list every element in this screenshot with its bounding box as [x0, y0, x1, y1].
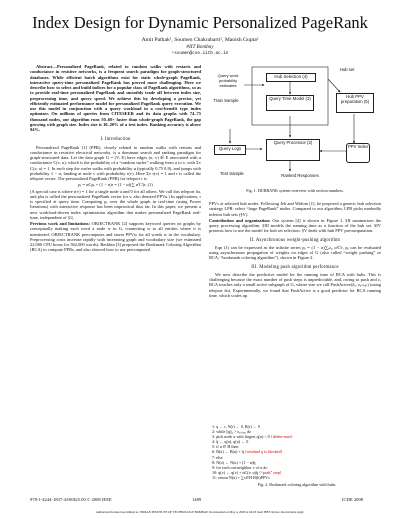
- section-3-heading: III. Modeling push algorithm performance: [251, 264, 339, 270]
- figure-1-diagram: [212, 65, 376, 185]
- author-email: ¹soumen@cse.iitb.ac.in: [171, 51, 229, 56]
- algo-line: 6: B(u) ← B(u) + ̃q {residual q is blocked}: [212, 449, 283, 455]
- algo-note: {delete-max}: [270, 434, 293, 440]
- paper-title: Index Design for Dynamic Personalized PageRank: [32, 13, 368, 32]
- figure-2-caption: Fig. 2. Bookmark coloring algorithm with hubs.: [257, 482, 337, 487]
- footer-venue: ICDE 2008: [342, 497, 364, 502]
- intro-paragraph-2: (A special case is where r(v) = 1 for a single node u and 0 for all others. We call this teleport δu, and pδu is called the personalized PageRank vector for v, also denoted PPVu.) In applications, r is specified at query time. Computing pᵣ over the whole graph in real-time (using Power Iterations) with interactive response has been impractical thus far. In this paper, we present a new workload-driven index optimization algorithm that makes personalized PageRank real-time, independent of |G|.: [30, 188, 201, 220]
- query-word-label: Query word probability estimates: [212, 73, 244, 90]
- algo-line: 5: if u ∈ H then: [212, 444, 239, 450]
- train-sample-label: Train Sample: [213, 98, 239, 103]
- right-column: [209, 201, 381, 298]
- ranked-responses-label: Ranked Responses: [272, 173, 328, 179]
- section-2-heading: II. Asynchronous weight-pushing algorithm: [249, 237, 341, 243]
- ppv-index-box: PPV Index: [346, 143, 370, 163]
- figure-1-caption: Fig. 1. HUBRANK system overview with section numbers.: [246, 188, 344, 193]
- algo-line: 8: N(u) ← N(u) + (1 − α)̃q: [212, 459, 256, 465]
- algo-note: {residual q is blocked}: [244, 449, 283, 455]
- previous-work-text: OBJECTRANK [2] supports keyword queries on graphs by conceptually making each word a node w in G, connecting w to all entities where it is mentioned. OBJECTRANK precomputes and stores PPVw for all words w in the vocabulary. Preprocessing costs increase rapidly with increasing graph and vocabulary size (we estimated 22,000 CPU hours for 562,000 words). Berkhin [3] proposed the Bookmark Coloring Algorithm (BCA) to compute PPRs, and also showed how to use precomputed: [30, 221, 201, 253]
- query-time-model-box: Query Time Model (3): [266, 95, 314, 111]
- algo-line: 9: for each out-neighbor v of u do: [212, 464, 268, 470]
- algo-line: 3: pick node u with largest q(u) > 0 {delete-max}: [212, 434, 293, 440]
- algo-note: {“push” step}: [258, 469, 282, 475]
- authorization-notice: Authorized licensed use limited to: INDIAN INSTITUTE OF TECHNOLOGY BOMBAY. Downloaded on May 4, 2009 at 04:18 from IEEE Xplore. Restrictions apply.: [95, 510, 305, 514]
- paper-authors: Amit Pathak¹, Soumen Chakrabarti², Manish Gupta³: [141, 37, 259, 43]
- hub-set-label: Hub set: [336, 67, 358, 73]
- algorithm-listing: [212, 424, 382, 480]
- query-logs-box: Query Logs: [214, 145, 246, 155]
- contribution-text: Our system [4] is shown in Figure 1. §II summarizes the query processing algorithm. §III models the running time as a function of the hub set. §IV presents how to use the model for hub set selection. §V deals with hub PPV precomputation.: [209, 217, 382, 234]
- abstract: Abstract—Personalized PageRank, related to random walks with restarts and conductance in resistive networks, is a frequent search paradigm for graph-structured databases. While efficient batch algorithms exist for static whole-graph PageRank, interactive query-time personalized PageRank has proved more challenging. Here we describe how to select and build indices for a popular class of PageRank algorithms, so as to provide real-time personalized PageRank and smoothly trade off between index size, preprocessing time, and query speed. We achieve this by developing a precise, yet efficiently estimated performance model for personalized PageRank query execution. We use this model in conjunction with a query workload in a cost-benefit type index optimizer. On millions of queries from CITESEER and its data graphs with 74–75 thousand nodes, our algorithm runs 50–60× faster than whole-graph PageRank, the gap growing with graph size. Index size is 10–20% of a text index. Ranking accuracy is above 94%.: [30, 64, 201, 132]
- equation-1: pᵣ = αCpᵣ + (1 − α)r = (1 − α)(∑ αⁱCⁱ)r. (1): [78, 182, 153, 188]
- previous-work-heading: Previous work and limitations:: [30, 221, 90, 226]
- intro-paragraph-1: Personalized PageRank [1] (PPR), closely related to random walks with restarts and conductance in resistive electrical networks, is a dominant search and ranking paradigm for graph-structured data. Let the data graph G = (V, E) have edges (u, v) ∈ E associated with a conductance C(v, u), which is the probability of a “random surfer” walking from u to v, with Σv C(v, u) = 1. In each step the surfer walks with probability α (typically 0.75 0.8), and jumps with probability 1 − α, landing at node v with probability r(v). Here Σv r(v) = 1 and r is called the teleport vector. The personalized PageRank (PPR) for teleport r is: [30, 144, 201, 181]
- test-sample-label: Test Sample: [212, 171, 252, 177]
- affiliation: #IIT Bombay: [186, 44, 214, 50]
- contribution-heading: Contribution and organization:: [209, 217, 271, 223]
- algo-line: 7: else: [212, 454, 223, 460]
- intro-continued: PPVs at selected hub nodes. Following Jeh and Widom [1], he proposed a generic hub selection strategy LPR: select “large PageRank” nodes. Compared to our algorithm, LPR picks markedly inferior hub sets (§V).: [209, 201, 381, 217]
- hub-selection-box: Hub Selection (4): [266, 73, 316, 82]
- footer-copyright: 978-1-4244-1837-4/08/$25.00 © 2008 IEEE: [30, 497, 112, 502]
- algo-line: 1: q ← r, N(r) ← 0, B(r) ← 0: [212, 424, 260, 429]
- left-column: [30, 64, 201, 253]
- section-2-text: Eqn (1) can be expressed as the infinite series pᵣ = (1 − α)∑ᵢ≥₀ αⁱCⁱr, pᵣ can be evaluated using asynchronous propagation of weights on edges of G (also called “weight pushing” or BCA, “bookmark coloring algorithm”), shown in Figure 2.: [209, 244, 381, 261]
- query-processor-box: Query Processor (2): [266, 139, 320, 161]
- algo-line: 11: return N(u) + ∑ₕ∈H B(h)PPVₕ: [212, 474, 270, 480]
- algo-line: 2: while ||q||₁ > εₐₛₜₒₚ do: [212, 429, 252, 435]
- algo-line: 4: ̃q ← q(u), q(u) ← 0: [212, 439, 249, 445]
- hub-ppv-preparation-box: Hub PPV preparation (5): [336, 93, 374, 113]
- algo-line: 10: q(v) ← q(v) + αC(v, u)̃q {“push” step}: [212, 469, 282, 475]
- section-1-heading: I. Introduction: [100, 137, 131, 143]
- footer-page-number: 1489: [192, 497, 202, 502]
- section-3-text: We now describe the predictive model for the running time of BCA with hubs. This is challenging because the exact number of push steps is unpredictable, and, owing to push and ε, BCA touches only a small active subgraph of G, whose size we call PushActive(δᵤ, εₐₛₜₒₚ) (using teleport δu). Experimentally, we found that PushActive is a good predictor for BCA running time, which scales up: [209, 271, 381, 298]
